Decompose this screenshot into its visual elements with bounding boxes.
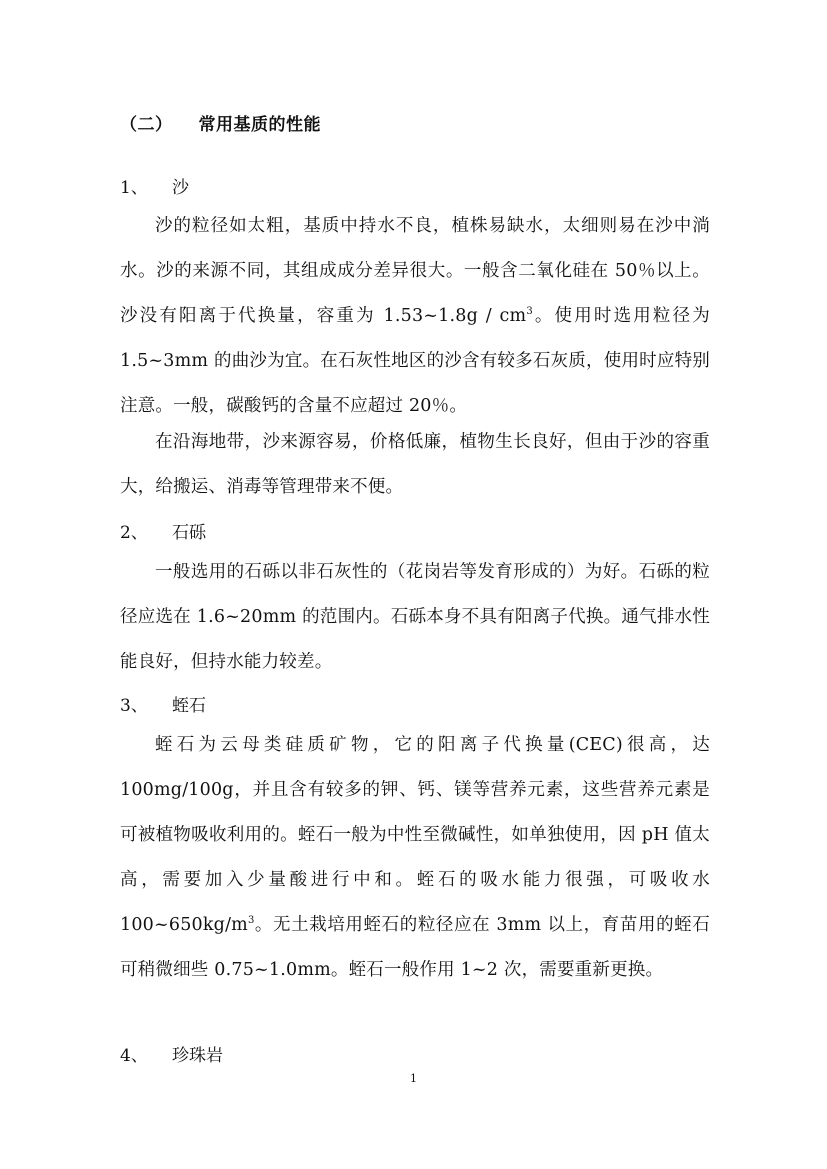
section-heading [120, 110, 321, 135]
subsection-title: 石砾 [172, 523, 206, 543]
subsection-vermiculite-heading [120, 691, 206, 716]
paragraph-gravel-1: 一般选用的石砾以非石灰性的（花岗岩等发育形成的）为好。石砾的粒径应选在 1.6~20mm 的范围内。石砾本身不具有阳离子代换。通气排水性能良好，但持水能力较差。 [120, 562, 710, 672]
subsection-perlite-heading [120, 1041, 223, 1066]
subsection-index: 4、 [120, 1046, 148, 1066]
paragraph-sand-2: 在沿海地带，沙来源容易，价格低廉，植物生长良好，但由于沙的容重大，给搬运、消毒等管理带来不便。 [120, 432, 710, 497]
heading-title: 常用基质的性能 [198, 115, 321, 135]
subsection-title: 蛭石 [172, 696, 206, 716]
subsection-index: 2、 [120, 523, 148, 543]
paragraph-sand-1: 沙的粒径如太粗，基质中持水不良，植株易缺水，太细则易在沙中淌水。沙的来源不同，其组成成分差异很大。一般含二氧化硅在 50％以上。沙没有阳离于代换量，容重为 1.53~1.8g / $cm^3$。使用时选用粒径为 1.5~3mm 的曲沙为宜。在石灰性地区的沙含有较多石灰质，使用时应特别注意。一般，碳酸钙的含量不应超过 20％。 [120, 216, 710, 416]
paragraph-vermiculite-1: 蛭石为云母类硅质矿物，它的阳离子代换量(CEC)很高，达 100mg/100g，并且含有较多的钾、钙、镁等营养元素，这些营养元素是可被植物吸收利用的。蛭石一般为中性至微碱性，如单独使用，因 pH 值太高，需要加入少量酸进行中和。蛭石的吸水能力很强，可吸收水 $100\sim 650kg/m^3$。无土栽培用蛭石的粒径应在 3mm 以上，育苗用的蛭石可稍微细些 0.75~1.0mm。蛭石一般作用 1~2 次，需要重新更换。 [120, 735, 710, 980]
subsection-title: 沙 [172, 178, 189, 198]
subsection-index: 1、 [120, 178, 148, 198]
page-number: 1 [410, 1072, 417, 1085]
heading-number: （二） [120, 115, 173, 135]
subsection-index: 3、 [120, 696, 148, 716]
subsection-gravel-heading [120, 518, 206, 543]
subsection-title: 珍珠岩 [172, 1046, 223, 1066]
subsection-sand-heading [120, 173, 189, 198]
